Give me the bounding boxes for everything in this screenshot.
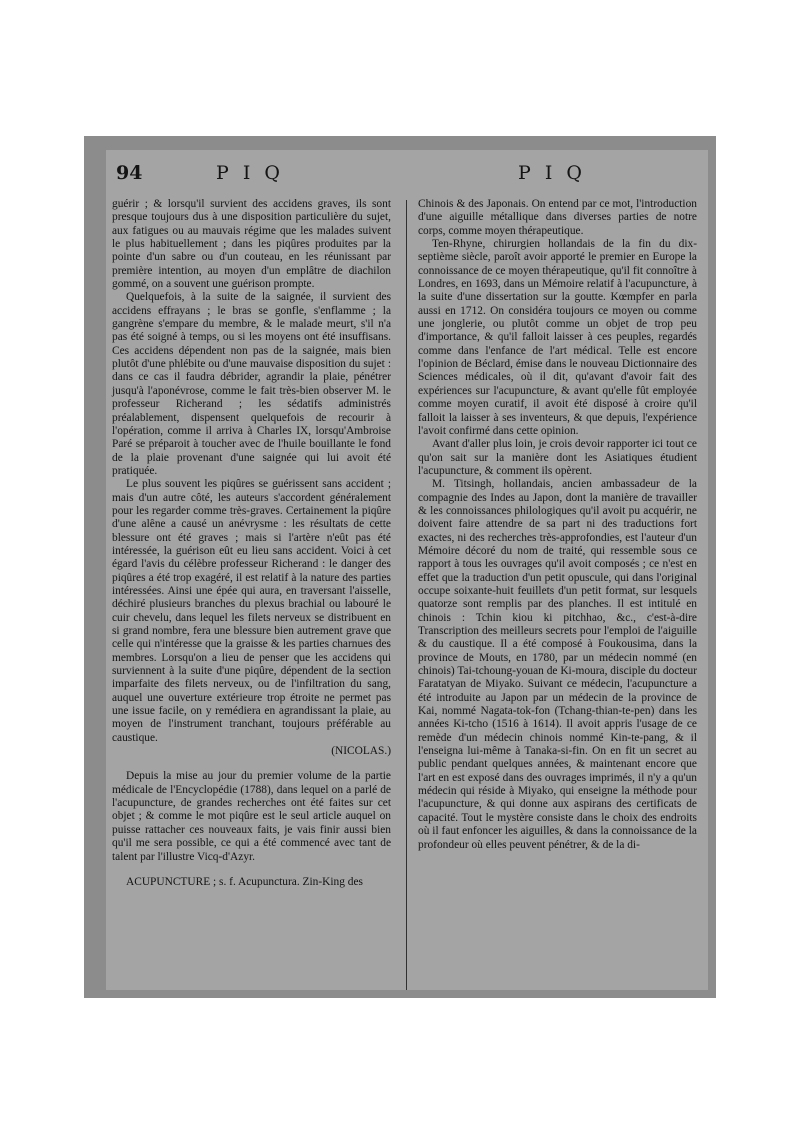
left-paragraph-4: Depuis la mise au jour du premier volume de la partie médicale de l'Encyclopédie (1788), dans lequel on a parlé de l'acupuncture, de grandes recherches ont été faites sur cet objet ; & comme le mot piqûre est le seul article auquel on puisse rattacher ces nouveaux faits, je vais finir aussi bien qu'il me sera possible, ce qui a été commencé avec tant de talent par l'illustre Vicq-d'Azyr. <box>112 770 391 863</box>
page-number: 94 <box>116 162 143 184</box>
left-paragraph-2: Quelquefois, à la suite de la saignée, il survient des accidens effrayans ; le bras se gonfle, s'enflamme ; la gangrène s'empare du membre, & le malade meurt, s'il n'a pas été soigné à temps, ou si les moyens ont été insuffisans. Ces accidens dépendent non pas de la saignée, mais bien plutôt d'une phlébite ou d'une mauvaise disposition du sujet : dans ce cas il faudra débrider, agrandir la plaie, pénétrer jusqu'à l'aponévrose, comme le fait très-bien observer M. le professeur Richerand ; les sédatifs administrés préalablement, dispensent quelquefois de recourir à l'opération, comme il arriva à Charles IX, lorsqu'Ambroise Paré se préparoit à toucher avec de l'huile bouillante le fond de la plaie provenant d'une saignée qui lui avoit été pratiquée. <box>112 291 391 477</box>
left-column <box>112 198 391 889</box>
entry-heading-acupuncture: ACUPUNCTURE ; s. f. Acupunctura. Zin-King des <box>126 875 363 888</box>
column-divider <box>406 200 407 990</box>
book-page <box>106 150 708 990</box>
running-head-right: P I Q <box>518 162 586 184</box>
left-paragraph-1: guérir ; & lorsqu'il survient des accidens graves, ils sont presque toujours dus à une disposition particulière du sujet, aux fatigues ou au mauvais régime que les malades suivent le plus habituellement ; dans les piqûres produites par la pointe d'un sabre ou d'un couteau, en les réunissant par première intention, au moyen d'un emplâtre de diachilon gommé, on a souvent une guérison prompte. <box>112 198 391 291</box>
right-paragraph-1: Chinois & des Japonais. On entend par ce mot, l'introduction d'une aiguille métallique dans diverses parties de notre corps, comme moyen thérapeutique. <box>418 198 697 237</box>
running-head-left: P I Q <box>216 162 284 184</box>
right-paragraph-4: M. Titsingh, hollandais, ancien ambassadeur de la compagnie des Indes au Japon, dont la manière de travailler & les connoissances philologiques qu'il avoit pu acquérir, ne doivent faire attendre de sa part ni des traductions fort exactes, ni des recherches très-approfondies, est l'auteur d'un Mémoire décoré du nom de traité, qui ressemble sous ce rapport à tous les ouvrages qu'il avoit composés ; ce n'est en effet que la traduction d'un petit opuscule, qui dans l'original occupe soixante-huit feuillets d'un petit format, sur lesquels quatorze sont remplis par des planches. Il est intitulé en chinois : Tchin kiou ki pitchhao, &c., c'est-à-dire Transcription des meilleurs secrets pour l'emploi de l'aiguille & du caustique. Il a été composé à Foukousima, dans la province de Mouts, en 1780, par un médecin nommé (en chinois) Tai-tchoung-youan de Ki-moura, disciple du docteur Faratatyan de Miyako. Suivant ce médecin, l'acupuncture a été introduite au Japon par un médecin de la province de Kai, nommé Nagata-tok-fon (Tchang-thian-te-pen) dans les années Ki-tcho (1516 à 1614). Il avoit appris l'usage de ce remède d'un médecin chinois nommé Kin-te-pang, & il l'enseigna lui-même à Tanaka-si-fin. On en fit un secret au public pendant quelques années, & maintenant encore que l'art en est exposé dans des ouvrages imprimés, il n'y a qu'un médecin qui réside à Miyako, qui enseigne la méthode pour l'acupuncture, & qui donne aux aspirans des certificats de capacité. Tout le mystère consiste dans le choix des endroits où il faut enfoncer les aiguilles, & dans la connoissance de la profondeur où elles peuvent pénétrer, & de la di- <box>418 478 697 851</box>
left-paragraph-3: Le plus souvent les piqûres se guérissent sans accident ; mais d'un autre côté, les auteurs s'accordent généralement pour les regarder comme très-graves. Certainement la piqûre d'une alêne a causé un anévrysme : les résultats de cette blessure ont été graves ; mais si l'artère n'eût pas été intéressée, la guérison eût eu lieu sans accident. Voici à cet égard l'avis du célèbre professeur Richerand : le danger des piqûres a été trop exagéré, il est relatif à la nature des parties intéressées. Ainsi une épée qui aura, en traversant l'aisselle, déchiré plusieurs branches du plexus brachial ou labouré le cuir chevelu, dans lequel les filets nerveux se distribuent en si grand nombre, fera une blessure bien autrement grave que celle qui n'intéresse que la graisse & les parties charnues des membres. Lorsqu'on a lieu de penser que les accidens qui surviennent à la suite d'une piqûre, dépendent de la section imparfaite des filets nerveux, ou de l'infiltration du sang, auquel une ouverture extérieure trop étroite ne permet pas une issue facile, on y remédiera en agrandissant la plaie, au moyen de l'instrument tranchant, toujours préférable au caustique. <box>112 478 391 744</box>
scanned-page-background <box>84 136 716 998</box>
right-paragraph-3: Avant d'aller plus loin, je crois devoir rapporter ici tout ce qu'on sait sur la manière dont les Asiatiques étudient l'acupuncture, & comment ils opèrent. <box>418 438 697 477</box>
right-paragraph-2: Ten-Rhyne, chirurgien hollandais de la fin du dix-septième siècle, paroît avoir apporté le premier en Europe la connoissance de ce moyen thérapeutique, qu'il fit connoître à Londres, en 1693, dans un Mémoire relatif à l'acupuncture, à la suite d'une dissertation sur la goutte. Kœmpfer en parla aussi en 1712. On considéra toujours ce moyen ou comme une jonglerie, ou plutôt comme un objet de trop peu d'importance, & qu'il falloit laisser à ces peuples, regardés comme dans l'enfance de l'art médical. Telle est encore l'opinion de Béclard, émise dans le nouveau Dictionnaire des Sciences médicales, où il dit, qu'avant d'avoir fait des expériences sur l'acupuncture, & avant qu'elle fût employée comme moyen curatif, il avoit été disposé à croire qu'il falloit la laisser à ses inventeurs, & que depuis, l'expérience l'avoit confirmé dans cette opinion. <box>418 238 697 437</box>
author-signature: (NICOLAS.) <box>331 745 391 758</box>
right-column <box>418 198 697 852</box>
